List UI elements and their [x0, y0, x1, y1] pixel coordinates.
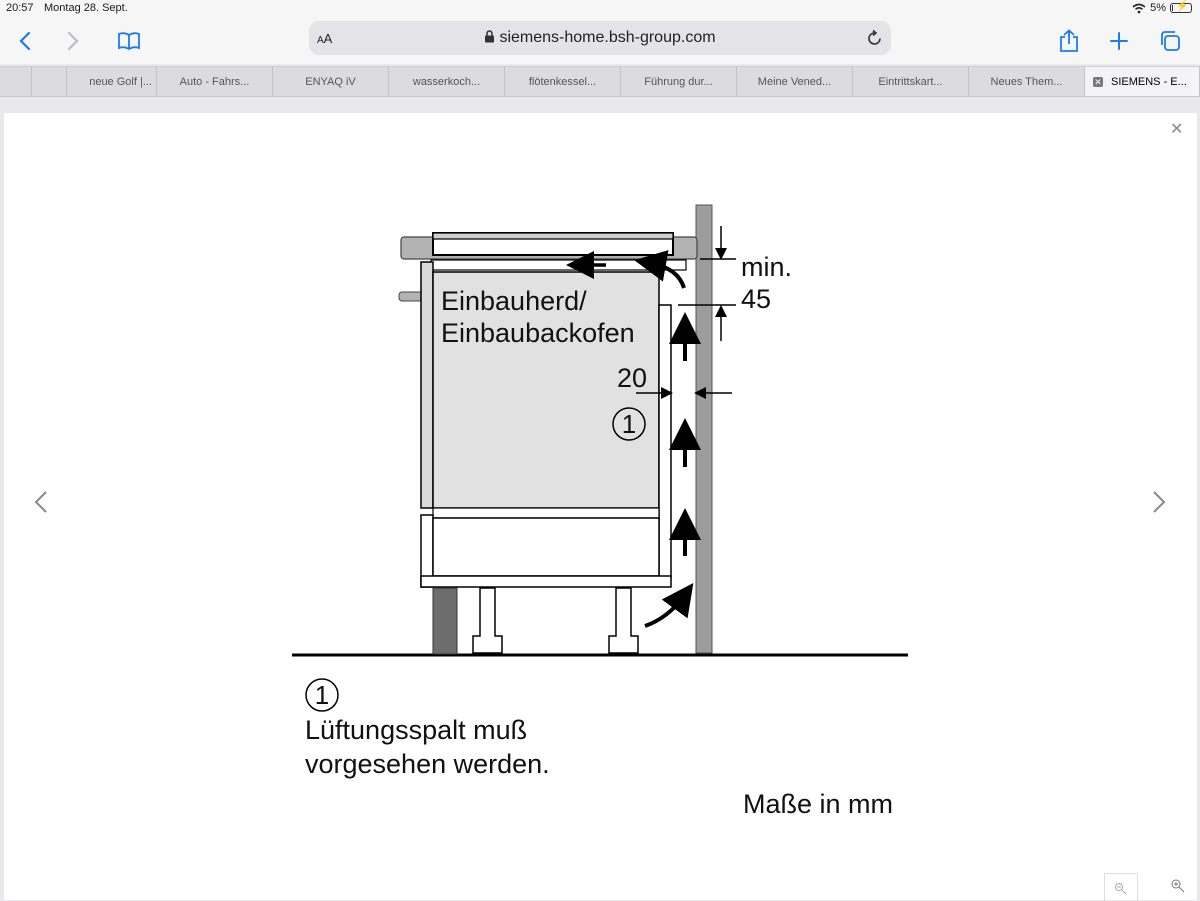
appliance-label-line: Einbaubackofen [441, 318, 635, 348]
tab-label: Neues Them... [990, 75, 1063, 88]
top-gap-value: 45 [741, 284, 772, 314]
status-time: 20:57 [6, 2, 34, 14]
note-line: vorgesehen werden. [305, 749, 550, 779]
units-note: Maße in mm [743, 789, 894, 819]
top-board [431, 260, 686, 270]
tab-label: flötenkessel... [528, 75, 597, 88]
tab-label: Eintrittskart... [878, 75, 943, 88]
tab-label: Führung dur... [644, 75, 713, 88]
oven-front-panel [421, 262, 433, 508]
cabinet-bottom [421, 576, 671, 587]
ventilation-note [305, 713, 550, 781]
charging-bolt-icon: ⚡ [1176, 1, 1189, 12]
dimension-min-label [741, 251, 792, 315]
url-text: siemens-home.bsh-group.com [499, 29, 716, 46]
oven-knob [399, 292, 423, 301]
tab-label: neue Golf |... [89, 75, 152, 88]
note-line: Lüftungsspalt muß [305, 715, 528, 745]
appliance-label [441, 285, 635, 349]
status-date: Montag 28. Sept. [44, 2, 128, 14]
tab-label: Auto - Fahrs... [179, 75, 250, 88]
plinth [433, 588, 457, 654]
tab-label: Meine Vened... [757, 75, 832, 88]
rear-wall [696, 205, 712, 653]
tab-label: SIEMENS - E... [1111, 75, 1187, 88]
min-label: min. [741, 252, 793, 282]
drawer-body [433, 518, 659, 576]
drawer-divider [433, 508, 659, 518]
battery-percent: 5% [1150, 2, 1166, 14]
cabinet-leg [609, 588, 638, 653]
text-size-button[interactable]: AA [317, 31, 333, 46]
airflow-arrow [645, 596, 684, 626]
close-viewer-button[interactable]: ✕ [1170, 121, 1184, 138]
close-icon[interactable]: ✕ [1094, 76, 1102, 87]
cabinet-leg [473, 588, 502, 653]
appliance-label-line: Einbauherd/ [441, 286, 587, 316]
text-size-label: A [323, 31, 333, 46]
note-marker-number: 1 [314, 680, 330, 710]
tab-label: ENYAQ iV [305, 75, 356, 88]
side-gap-value: 20 [617, 363, 648, 393]
tab-label: wasserkoch... [412, 75, 481, 88]
cabinet-side-panel [659, 305, 671, 578]
cooktop-top [433, 233, 673, 239]
marker-number: 1 [621, 409, 637, 439]
